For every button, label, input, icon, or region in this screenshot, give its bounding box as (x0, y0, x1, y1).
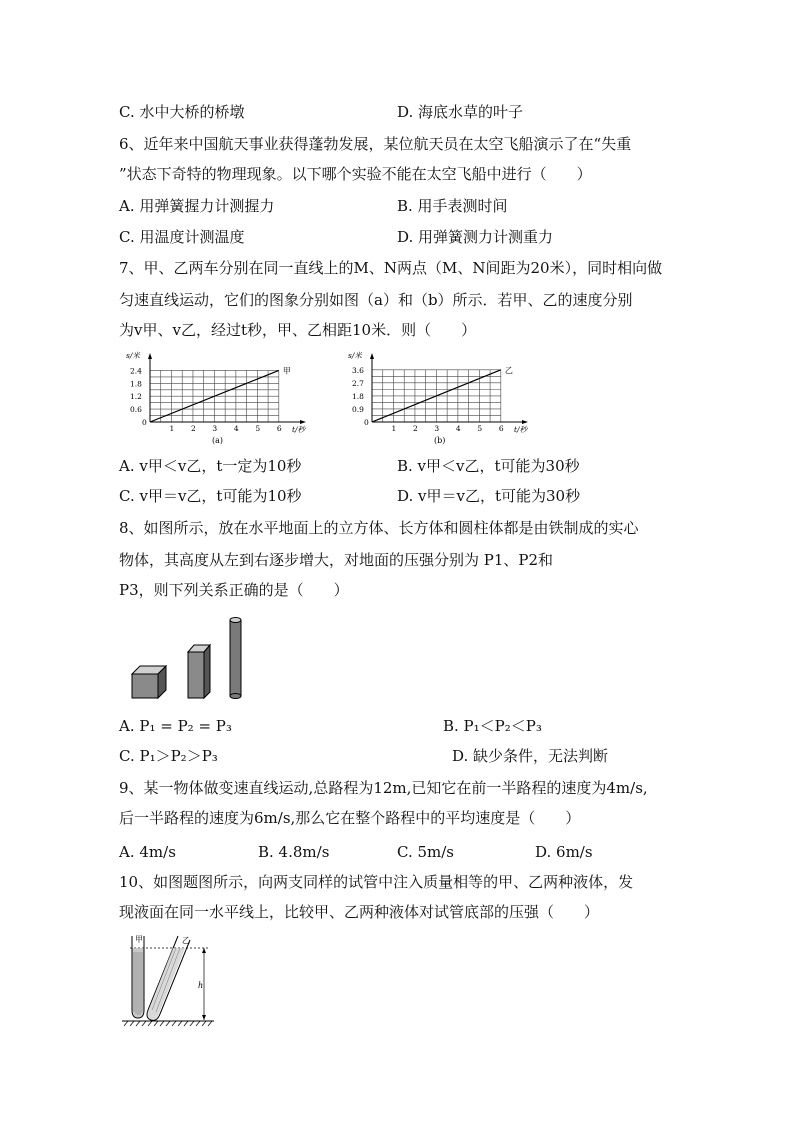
q9-option-d: D. 6m/s (535, 843, 593, 861)
x-tick-label: 4 (233, 424, 239, 433)
y-axis-arrow (148, 353, 152, 359)
y-tick-label: 2.7 (352, 378, 364, 388)
q6-option-c: C. 用温度计测温度 (119, 228, 245, 246)
q7-option-b: B. v甲＜v乙，t可能为30秒 (397, 457, 580, 475)
q10-stem-line-2: 现液面在同一水平线上，比较甲、乙两种液体对试管底部的压强（ ） (119, 903, 600, 921)
q7-option-d: D. v甲＝v乙，t可能为30秒 (397, 487, 581, 505)
q7-stem-line-1: 7、甲、乙两车分别在同一直线上的M、N两点（M、N间距为20米），同时相向做 (119, 259, 663, 277)
q9-option-c: C. 5m/s (397, 843, 454, 861)
series-label: 甲 (282, 366, 291, 376)
x-tick-label: 2 (190, 424, 196, 433)
q9-stem-line-1: 9、某一物体做变速直线运动,总路程为12m,已知它在前一半路程的速度为4m/s, (119, 779, 648, 797)
x-axis-title: t/秒 (514, 425, 528, 434)
q8-stem-line-3: P3，则下列关系正确的是（ ） (119, 581, 349, 599)
y-tick-label: 0.6 (130, 405, 142, 415)
q8-stem-line-2: 物体，其高度从左到右逐步增大，对地面的压强分别为 P1、P2和 (119, 551, 554, 569)
q10-stem-line-1: 10、如图题图所示，向两支同样的试管中注入质量相等的甲、乙两种液体，发 (119, 873, 634, 891)
x-tick-label: 2 (412, 424, 418, 433)
q5-option-c: C. 水中大桥的桥墩 (119, 103, 245, 121)
x-tick-label: 1 (169, 424, 175, 433)
chart-b (340, 350, 560, 446)
q6-option-a: A. 用弹簧握力计测握力 (119, 197, 275, 215)
height-label: h (198, 981, 204, 990)
y-tick-label: 3.6 (352, 365, 364, 375)
q8-solids-figure (128, 612, 248, 702)
x-tick-label: 3 (434, 424, 440, 433)
x-tick-label: 1 (391, 424, 397, 433)
y-tick-label: 2.4 (130, 366, 142, 376)
y-tick-label: 1.8 (130, 379, 142, 389)
q9-option-a: A. 4m/s (119, 843, 176, 861)
x-tick-label: 0 (142, 418, 147, 427)
x-tick-label: 3 (212, 424, 218, 433)
q8-option-b: B. P₁＜P₂＜P₃ (443, 717, 542, 735)
q7-option-c: C. v甲＝v乙，t可能为10秒 (119, 487, 302, 505)
chart-caption: (b) (434, 436, 446, 445)
q8-stem-line-1: 8、如图所示，放在水平地面上的立方体、长方体和圆柱体都是由铁制成的实心 (119, 519, 639, 537)
y-tick-label: 0.9 (352, 404, 364, 414)
y-axis-title: s/米 (348, 351, 362, 360)
x-axis-title: t/秒 (292, 425, 306, 434)
x-tick-label: 6 (276, 424, 282, 433)
chart-a (118, 350, 338, 446)
chart-caption: (a) (212, 436, 224, 445)
q6-stem-line-2: ”状态下奇特的物理现象。以下哪个实验不能在太空飞船中进行（ ） (119, 165, 592, 183)
x-tick-label: 4 (455, 424, 461, 433)
q5-option-d: D. 海底水草的叶子 (397, 103, 524, 121)
y-axis-arrow (370, 353, 374, 359)
cuboid-shape (188, 645, 210, 698)
q6-option-d: D. 用弹簧测力计测重力 (397, 228, 554, 246)
x-tick-label: 0 (364, 418, 369, 427)
x-tick-label: 6 (498, 424, 504, 433)
q8-option-a: A. P₁ = P₂ = P₃ (119, 717, 232, 735)
y-axis-title: s/米 (126, 351, 140, 360)
y-tick-label: 1.2 (130, 392, 142, 402)
y-tick-label: 1.8 (352, 391, 364, 401)
x-axis-arrow (522, 420, 528, 424)
q9-stem-line-2: 后一半路程的速度为6m/s,那么它在整个路程中的平均速度是（ ） (119, 809, 581, 827)
cube-shape (132, 666, 166, 698)
q10-test-tubes-figure (118, 932, 218, 1028)
q7-stem-line-3: 为v甲、v乙，经过t秒，甲、乙相距10米．则（ ） (119, 321, 477, 339)
q6-option-b: B. 用手表测时间 (397, 197, 508, 215)
series-label: 乙 (504, 365, 513, 375)
q8-option-d: D. 缺少条件，无法判断 (452, 747, 609, 765)
tube-label-jia: 甲 (135, 935, 143, 944)
test-tube-yi (147, 936, 190, 1020)
q9-option-b: B. 4.8m/s (258, 843, 330, 861)
q8-option-c: C. P₁＞P₂＞P₃ (119, 747, 218, 765)
x-tick-label: 5 (255, 424, 261, 433)
x-axis-arrow (300, 420, 306, 424)
q7-option-a: A. v甲＜v乙，t一定为10秒 (119, 457, 302, 475)
q7-stem-line-2: 匀速直线运动，它们的图象分别如图（a）和（b）所示．若甲、乙的速度分别 (119, 291, 633, 309)
tube-label-yi: 乙 (182, 936, 190, 945)
x-tick-label: 5 (477, 424, 483, 433)
test-tube-jia (132, 936, 144, 1018)
q6-stem-line-1: 6、近年来中国航天事业获得蓬勃发展，某位航天员在太空飞船演示了在“失重 (119, 135, 632, 153)
cylinder-shape (230, 618, 241, 699)
